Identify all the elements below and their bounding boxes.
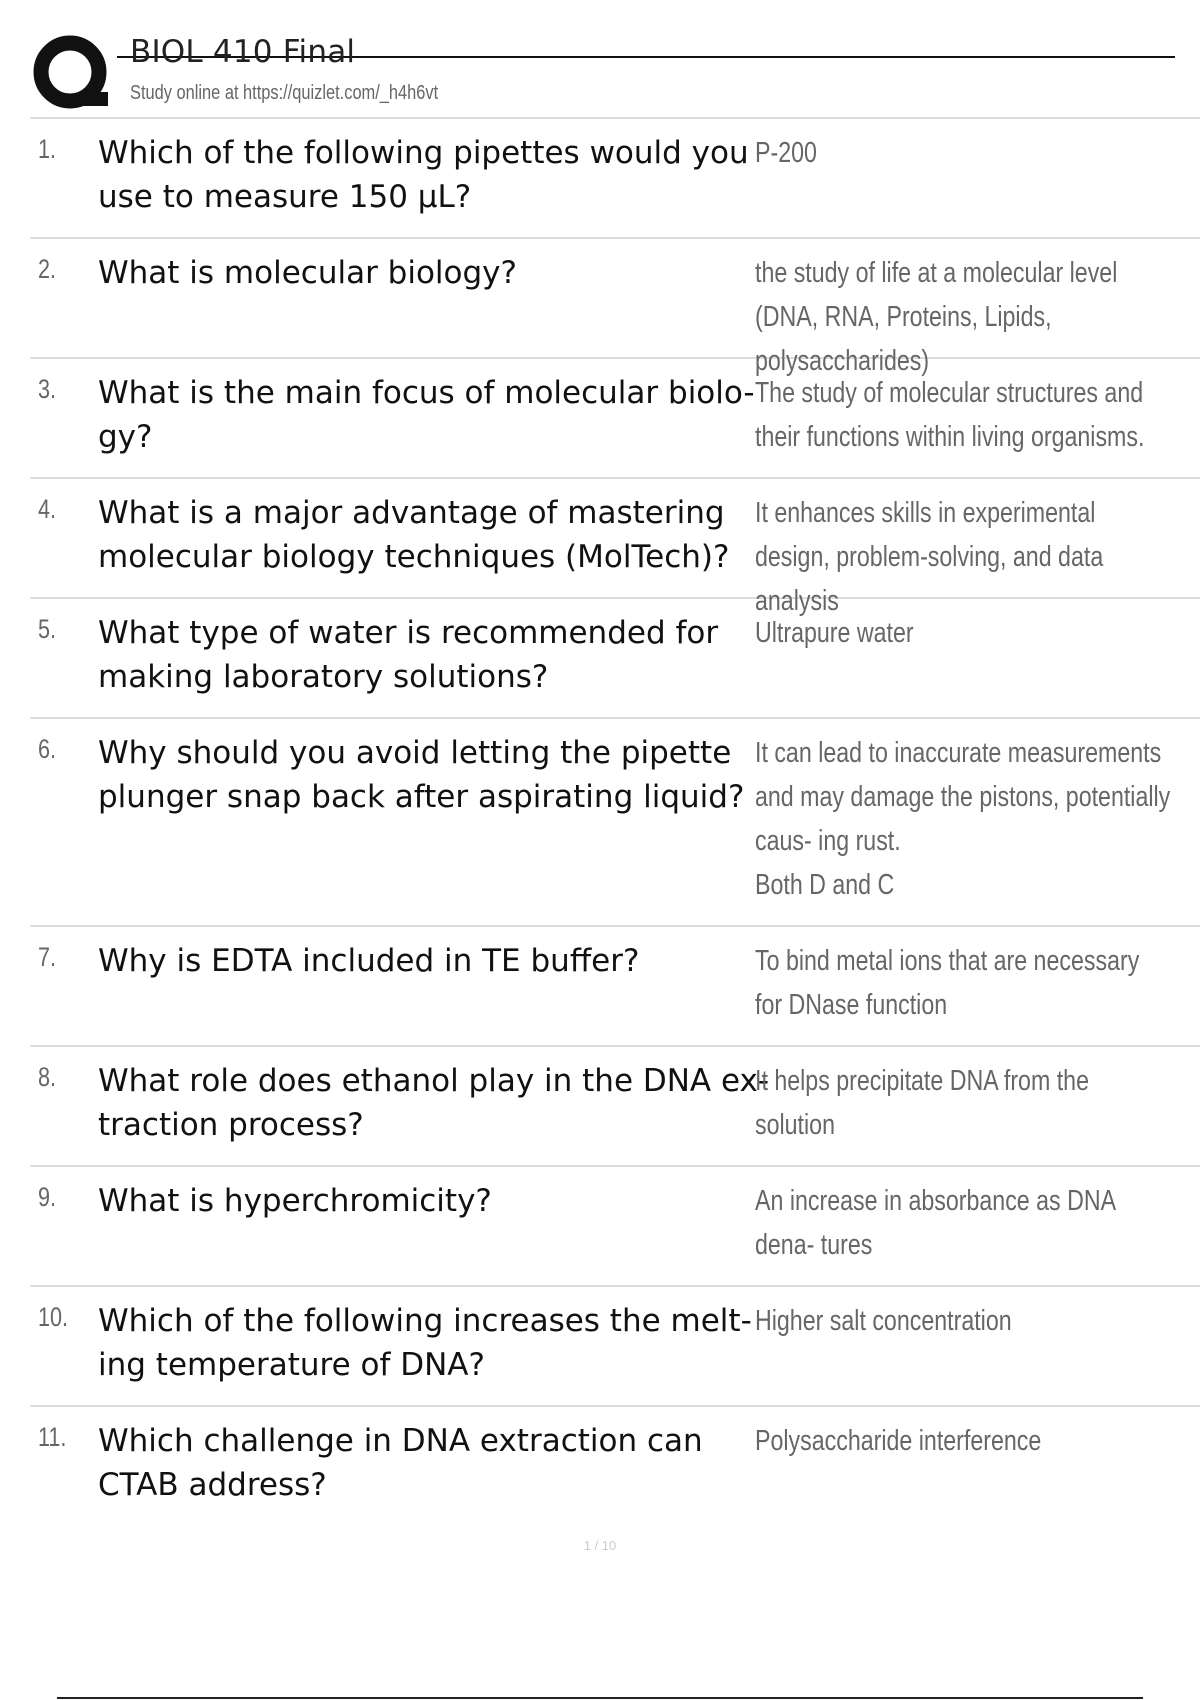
card-answer: It can lead to inaccurate measurements and may damage the pistons, potentially caus- ing rust. Both D and C <box>755 737 1171 901</box>
card-question: Why is EDTA included in TE buffer? <box>98 943 640 979</box>
flashcard-row <box>30 1167 1200 1287</box>
flashcard-row <box>30 599 1200 719</box>
flashcard-row <box>30 239 1200 377</box>
card-answer: To bind metal ions that are necessary for DNase function <box>755 945 1140 1021</box>
flashcard-row <box>30 927 1200 1047</box>
card-number: 1. <box>38 134 57 164</box>
card-question: What role does ethanol play in the DNA ex- traction process? <box>98 1063 770 1143</box>
card-question: What is hyperchromicity? <box>98 1183 492 1219</box>
flashcard-row <box>30 359 1200 479</box>
flashcard-row <box>30 1407 1200 1525</box>
flashcard-row <box>30 119 1200 239</box>
card-answer: An increase in absorbance as DNA dena- tures <box>755 1185 1115 1261</box>
card-answer: the study of life at a molecular level (DNA, RNA, Proteins, Lipids, polysaccharides) <box>755 257 1118 377</box>
card-question: Which challenge in DNA extraction can CTAB address? <box>98 1423 703 1503</box>
card-answer: Polysaccharide interference <box>755 1425 1042 1457</box>
flashcard-row <box>30 1287 1200 1407</box>
card-number: 5. <box>38 614 57 644</box>
page-number: 1 / 10 <box>583 1538 617 1553</box>
flashcard-row <box>30 719 1200 927</box>
card-answer: Ultrapure water <box>755 617 914 649</box>
card-number: 3. <box>38 374 57 404</box>
flashcard-list <box>30 119 1200 1525</box>
card-number: 10. <box>38 1302 69 1332</box>
card-number: 9. <box>38 1182 57 1212</box>
card-number: 11. <box>38 1422 67 1452</box>
card-answer: It helps precipitate DNA from the solution <box>755 1065 1089 1141</box>
card-answer: P-200 <box>755 137 817 169</box>
flashcard-row <box>30 479 1200 617</box>
card-number: 2. <box>38 254 57 284</box>
card-number: 6. <box>38 734 57 764</box>
card-answer: Higher salt concentration <box>755 1305 1012 1337</box>
card-question: Why should you avoid letting the pipette plunger snap back after aspirating liquid? <box>98 735 745 815</box>
page-header <box>32 30 1142 120</box>
card-number: 7. <box>38 942 57 972</box>
card-number: 8. <box>38 1062 57 1092</box>
footer-divider <box>57 1697 1143 1699</box>
card-question: Which of the following increases the melt- ing temperature of DNA? <box>98 1303 752 1383</box>
card-question: What is the main focus of molecular biolo- gy? <box>98 375 755 455</box>
card-question: What is a major advantage of mastering molecular biology techniques (MolTech)? <box>98 495 730 575</box>
card-question: What is molecular biology? <box>98 255 517 291</box>
quizlet-logo-icon <box>32 34 112 114</box>
flashcard-row <box>30 1047 1200 1167</box>
card-number: 4. <box>38 494 57 524</box>
card-question: Which of the following pipettes would you use to measure 150 µL? <box>98 135 749 215</box>
card-answer: The study of molecular structures and their functions within living organisms. <box>755 377 1145 453</box>
card-question: What type of water is recommended for making laboratory solutions? <box>98 615 719 695</box>
study-online-link[interactable]: Study online at https://quizlet.com/_h4h6vt <box>130 82 439 104</box>
card-answer: It enhances skills in experimental design, problem-solving, and data analysis <box>755 497 1104 617</box>
set-title: BIOL 410 Final <box>130 34 356 70</box>
